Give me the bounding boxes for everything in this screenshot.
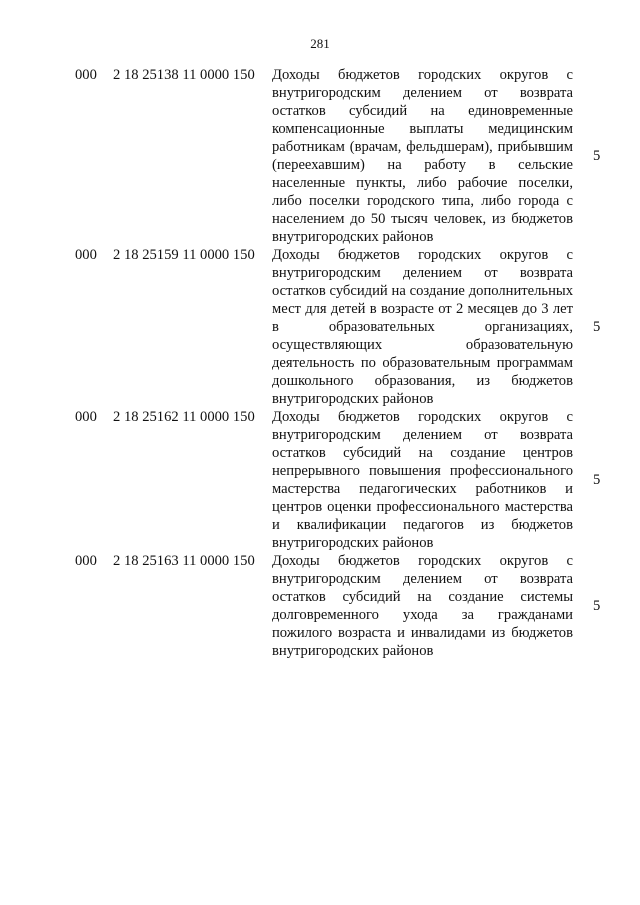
- admin-code: 000: [75, 409, 97, 425]
- revenue-table: [0, 66, 640, 660]
- budget-classification-code: 2 18 25138 11 0000 150: [113, 67, 255, 83]
- page-number: 281: [310, 36, 330, 51]
- admin-code: 000: [75, 247, 97, 263]
- budget-classification-code: 2 18 25163 11 0000 150: [113, 553, 255, 569]
- table-row: [0, 246, 640, 408]
- allocation-norm: 5: [593, 148, 601, 164]
- table-row: [0, 552, 640, 660]
- revenue-description: Доходы бюджетов городских округов с внутригородским делением от возврата остатков субсидий на создание системы долговременного ухода за гражданами пожилого возраста и инвалидами из бюджетов внутригородских районов: [272, 553, 573, 659]
- table-row: [0, 408, 640, 552]
- admin-code: 000: [75, 553, 97, 569]
- revenue-description: Доходы бюджетов городских округов с внутригородским делением от возврата остатков субсидий на создание центров непрерывного повышения профессионального мастерства педагогических работников и центров оценки профессионального мастерства и квалификации педагогов из бюджетов внутригородских районов: [272, 409, 573, 551]
- revenue-description: Доходы бюджетов городских округов с внутригородским делением от возврата остатков субсидий на создание дополнительных мест для детей в возрасте от 2 месяцев до 3 лет в образовательных организациях, осуществляющих образовательную деятельность по образовательным программам дошкольного образования, из бюджетов внутригородских районов: [272, 247, 573, 407]
- revenue-description: Доходы бюджетов городских округов с внутригородским делением от возврата остатков субсидий на единовременные компенсационные выплаты медицинским работникам (врачам, фельдшерам), прибывшим (переехавшим) на работу в сельские населенные пункты, либо рабочие поселки, либо поселки городского типа, либо города с населением до 50 тысяч человек, из бюджетов внутригородских районов: [272, 67, 573, 245]
- budget-classification-code: 2 18 25159 11 0000 150: [113, 247, 255, 263]
- admin-code: 000: [75, 67, 97, 83]
- allocation-norm: 5: [593, 472, 601, 488]
- allocation-norm: 5: [593, 319, 601, 335]
- allocation-norm: 5: [593, 598, 601, 614]
- budget-classification-code: 2 18 25162 11 0000 150: [113, 409, 255, 425]
- table-row: [0, 66, 640, 246]
